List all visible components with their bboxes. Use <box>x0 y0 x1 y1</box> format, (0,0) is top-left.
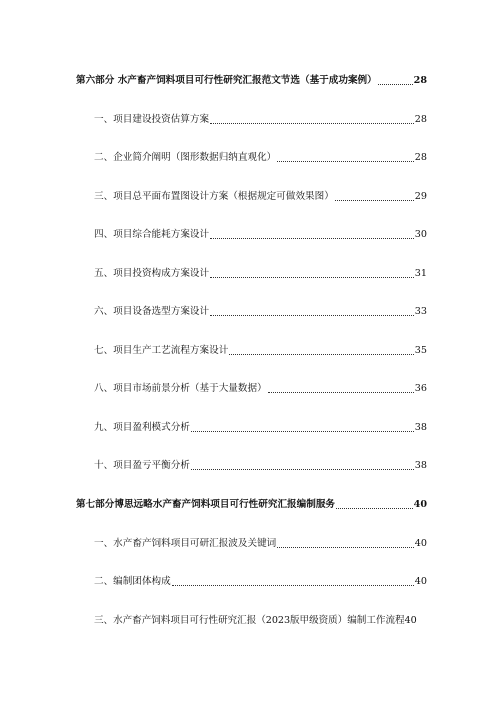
toc-entry[interactable] <box>76 457 427 473</box>
toc-entry-page: 33 <box>414 306 427 317</box>
toc-entry-part-7[interactable] <box>76 496 427 512</box>
toc-entry[interactable] <box>76 573 427 589</box>
toc-entry-page: 40 <box>413 499 427 510</box>
toc-entry-title: 七、项目生产工艺流程方案设计 <box>94 345 229 356</box>
toc-entry-page: 40 <box>414 576 427 587</box>
dot-leader <box>378 84 413 85</box>
dot-leader <box>335 200 414 201</box>
toc-entry-page: 35 <box>414 345 427 356</box>
toc-entry-page: 38 <box>414 422 427 433</box>
toc-entry-title: 五、项目投资构成方案设计 <box>94 268 210 279</box>
dot-leader <box>210 238 414 239</box>
dot-leader <box>277 161 414 162</box>
toc-entry-title: 三、水产畜产饲料项目可行性研究汇报（2023版甲级资质）编制工作流程 <box>94 615 405 626</box>
toc-entry-title: 九、项目盈利模式分析 <box>94 422 190 433</box>
toc-entry-page: 40 <box>414 538 427 549</box>
toc-entry[interactable] <box>76 342 427 358</box>
toc-entry-title: 六、项目设备选型方案设计 <box>94 306 210 317</box>
toc-entry-page: 28 <box>413 75 427 86</box>
dot-leader <box>172 585 414 586</box>
toc-entry-page: 29 <box>414 191 427 202</box>
toc-entry[interactable] <box>76 188 427 204</box>
dot-leader <box>268 392 414 393</box>
dot-leader <box>210 277 414 278</box>
toc-entry-page: 30 <box>414 229 427 240</box>
toc-entry-page: 36 <box>414 383 427 394</box>
toc-entry-part-6[interactable] <box>76 72 427 88</box>
dot-leader <box>336 508 413 509</box>
toc-entry-title: 二、企业简介阐明（图形数据归纳直观化） <box>94 152 277 163</box>
toc-entry-page: 28 <box>414 152 427 163</box>
toc-entry[interactable] <box>76 612 427 628</box>
toc-entry-title: 第七部分博思远略水产畜产饲料项目可行性研究汇报编制服务 <box>76 499 336 510</box>
toc-entry[interactable] <box>76 149 427 165</box>
dot-leader <box>210 123 414 124</box>
toc-entry-page: 31 <box>414 268 427 279</box>
dot-leader <box>191 431 414 432</box>
toc-entry-title: 十、项目盈亏平衡分析 <box>94 460 190 471</box>
toc-entry-title: 三、项目总平面布置图设计方案（根据规定可做效果图） <box>94 191 334 202</box>
toc-entry[interactable] <box>76 226 427 242</box>
toc-entry-title: 第六部分 水产畜产饲料项目可行性研究汇报范文节选（基于成功案例） <box>76 75 377 86</box>
toc-entry[interactable] <box>76 111 427 127</box>
toc-entry[interactable] <box>76 303 427 319</box>
toc-entry-page: 28 <box>414 114 427 125</box>
toc-entry-page: 38 <box>414 460 427 471</box>
dot-leader <box>277 547 414 548</box>
toc-entry[interactable] <box>76 535 427 551</box>
toc-entry-page: 40 <box>404 615 417 626</box>
toc-entry[interactable] <box>76 419 427 435</box>
toc-entry-title: 八、项目市场前景分析（基于大量数据） <box>94 383 267 394</box>
toc-entry-title: 二、编制团体构成 <box>94 576 171 587</box>
dot-leader <box>210 315 414 316</box>
toc-entry-title: 一、项目建设投资估算方案 <box>94 114 210 125</box>
dot-leader <box>229 354 413 355</box>
toc-entry-title: 四、项目综合能耗方案设计 <box>94 229 210 240</box>
toc-entry[interactable] <box>76 265 427 281</box>
dot-leader <box>191 469 414 470</box>
toc-entry[interactable] <box>76 380 427 396</box>
toc-entry-title: 一、水产畜产饲料项目可研汇报波及关键词 <box>94 538 277 549</box>
